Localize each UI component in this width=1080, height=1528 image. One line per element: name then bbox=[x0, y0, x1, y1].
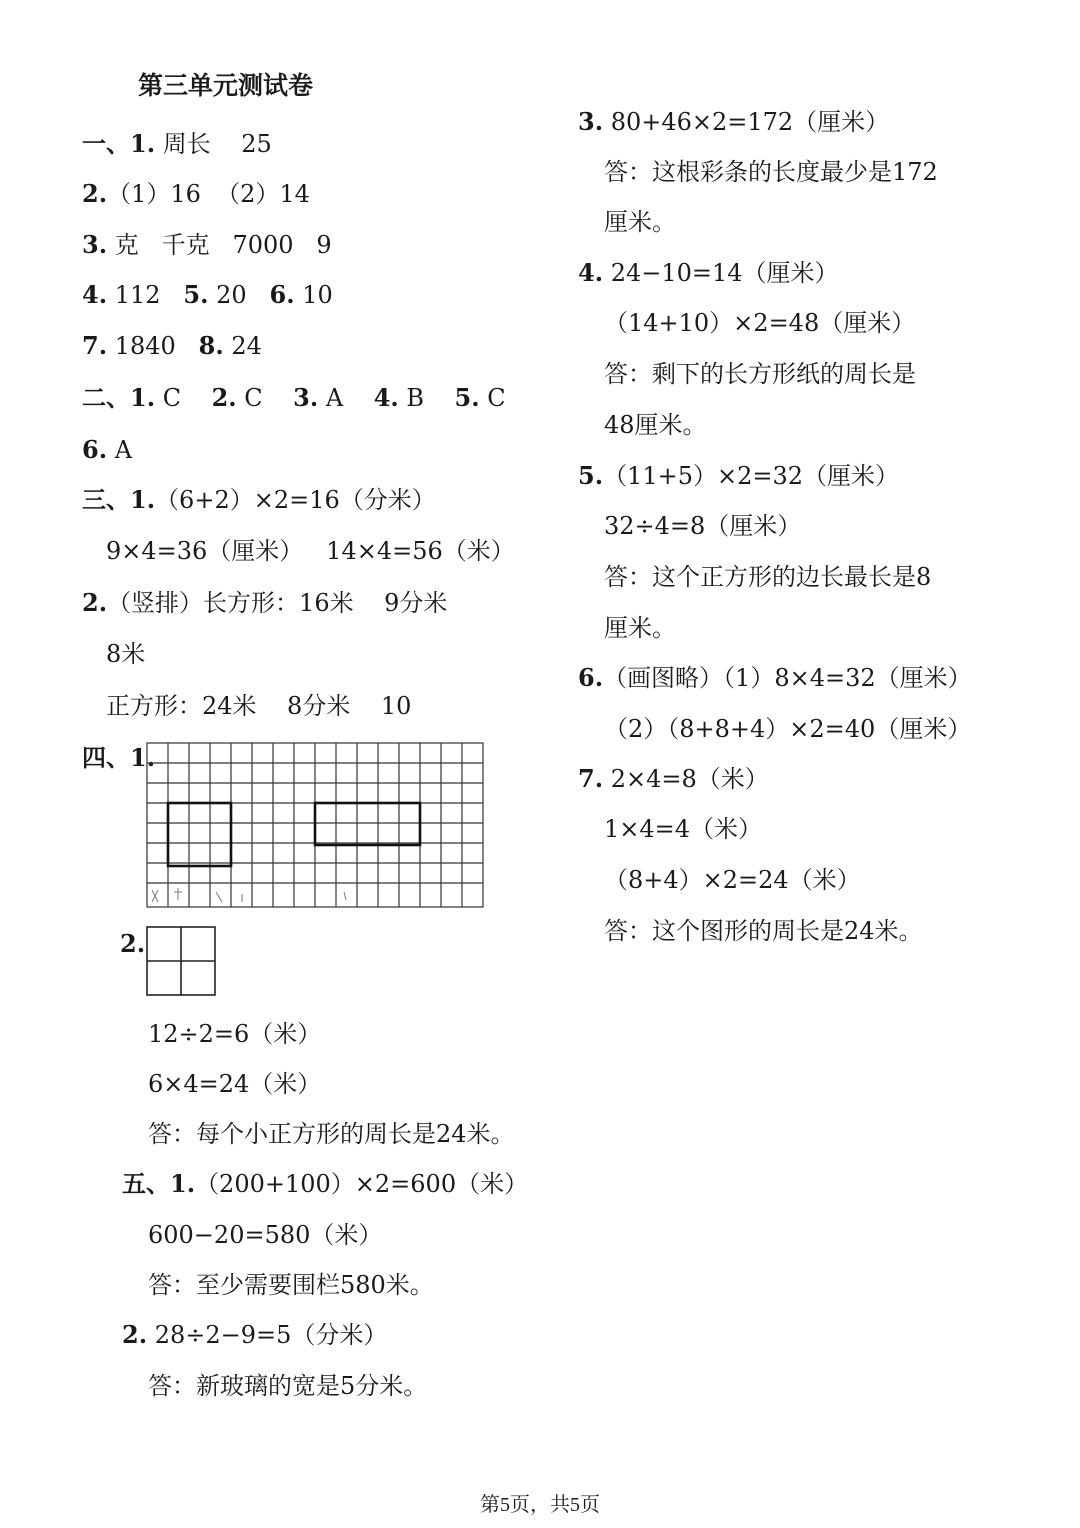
answer-line: 8米 bbox=[106, 640, 146, 668]
answer-line: 二、1. C 2. C 3. A 4. B 5. C bbox=[82, 383, 506, 412]
section-four-label: 四、1. bbox=[82, 743, 156, 772]
page-footer: 第5页，共5页 bbox=[480, 1494, 600, 1516]
answer-line: （8+4）×2=24（米） bbox=[604, 866, 861, 894]
answer-line: 7. 1840 8. 24 bbox=[82, 331, 262, 360]
answer-line: 答：剩下的长方形纸的周长是 bbox=[604, 360, 916, 388]
answer-line: 3. 80+46×2=172（厘米） bbox=[578, 107, 890, 136]
answer-line: 4. 24−10=14（厘米） bbox=[578, 258, 839, 287]
grid-figure-rectangle bbox=[315, 803, 420, 845]
answer-line: 9×4=36（厘米） 14×4=56（米） bbox=[106, 537, 515, 565]
grid-diagram bbox=[146, 742, 486, 910]
grid-figure-square bbox=[168, 803, 231, 866]
answer-line: 6. A bbox=[82, 435, 133, 464]
answer-line: 6×4=24（米） bbox=[148, 1070, 322, 1098]
answer-line: 6.（画图略）（1）8×4=32（厘米） bbox=[578, 663, 972, 692]
answer-line: 2.（竖排）长方形：16米 9分米 bbox=[82, 588, 448, 617]
answer-line: 600−20=580（米） bbox=[148, 1221, 383, 1249]
answer-line: 5.（11+5）×2=32（厘米） bbox=[578, 461, 900, 490]
answer-line: 厘米。 bbox=[604, 208, 676, 236]
answer-line: 答：新玻璃的宽是5分米。 bbox=[148, 1372, 428, 1400]
answer-line: 48厘米。 bbox=[604, 411, 707, 439]
answer-line: 1×4=4（米） bbox=[604, 815, 763, 843]
answer-line: 答：这个正方形的边长最长是8 bbox=[604, 563, 932, 591]
answer-line: 32÷4=8（厘米） bbox=[604, 512, 802, 540]
answer-line: 答：这根彩条的长度最少是172 bbox=[604, 158, 938, 186]
answer-line: 厘米。 bbox=[604, 614, 676, 642]
answer-line: 答：每个小正方形的周长是24米。 bbox=[148, 1120, 515, 1148]
square-diagram bbox=[146, 926, 218, 998]
answer-line: 2.（1）16 （2）14 bbox=[82, 179, 310, 208]
answer-line: 五、1.（200+100）×2=600（米） bbox=[122, 1169, 529, 1198]
answer-line: 4. 112 5. 20 6. 10 bbox=[82, 280, 333, 309]
answer-line: 三、1.（6+2）×2=16（分米） bbox=[82, 485, 436, 514]
answer-line: （2）（8+8+4）×2=40（厘米） bbox=[604, 715, 972, 743]
answer-line: 正方形：24米 8分米 10 bbox=[106, 692, 412, 720]
answer-line: （14+10）×2=48（厘米） bbox=[604, 309, 916, 337]
answer-line: 3. 克 千克 7000 9 bbox=[82, 230, 332, 259]
section-four-item2-label: 2. bbox=[120, 929, 146, 958]
answer-line: 12÷2=6（米） bbox=[148, 1020, 322, 1048]
answer-line: 答：至少需要围栏580米。 bbox=[148, 1271, 434, 1299]
answer-line: 7. 2×4=8（米） bbox=[578, 764, 769, 793]
answer-line: 答：这个图形的周长是24米。 bbox=[604, 917, 923, 945]
answer-line: 2. 28÷2−9=5（分米） bbox=[122, 1320, 388, 1349]
answer-line: 一、1. 周长 25 bbox=[82, 129, 272, 158]
page-title: 第三单元测试卷 bbox=[138, 71, 314, 100]
